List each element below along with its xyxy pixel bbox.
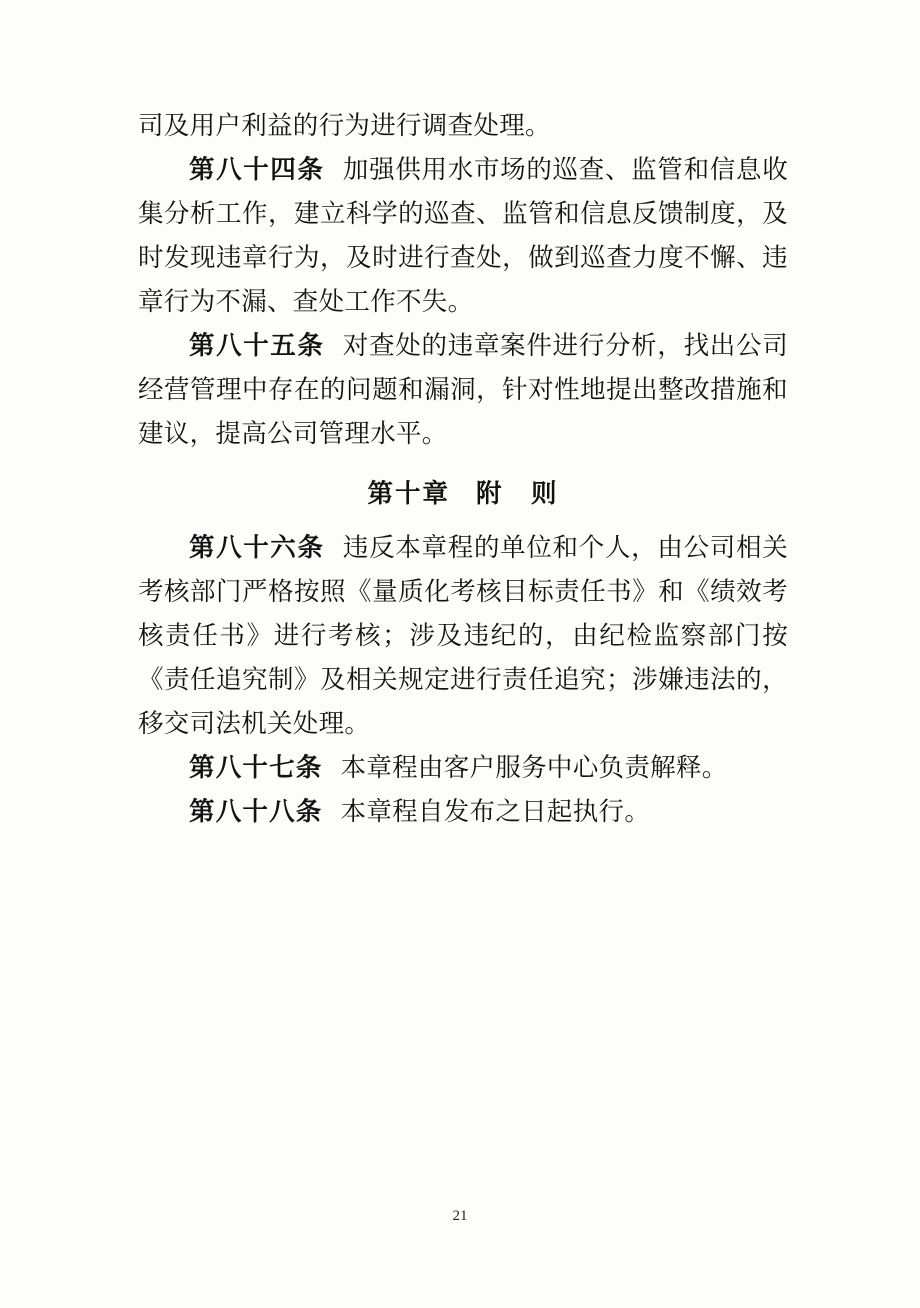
paragraph-continuation [138,104,788,148]
chapter-heading [138,472,788,516]
article-87-label: 第八十七条 [189,753,323,783]
article-88-label: 第八十八条 [189,797,323,827]
article-87 [138,746,788,790]
article-84-text: 加强供用水市场的巡查、监管和信息收集分析工作，建立科学的巡查、监管和信息反馈制度，及时发现违章行为，及时进行查处，做到巡查力度不懈、违章行为不漏、查处工作不失。 [138,155,788,317]
page-content [138,104,788,834]
article-85-label: 第八十五条 [189,331,325,361]
article-88 [138,790,788,834]
article-87-text: 本章程由客户服务中心负责解释。 [340,753,728,783]
chapter-title: 附 则 [476,479,559,509]
article-88-text: 本章程自发布之日起执行。 [340,797,651,827]
article-86 [138,526,788,746]
article-86-text: 违反本章程的单位和个人，由公司相关考核部门严格按照《量质化考核目标责任书》和《绩效考核责任书》进行考核；涉及违纪的，由纪检监察部门按《责任追究制》及相关规定进行责任追究；涉嫌违法的，移交司法机关处理。 [138,533,788,739]
page-number: 21 [452,1208,468,1224]
chapter-number: 第十章 [367,479,450,509]
article-84 [138,148,788,324]
paragraph-text: 司及用户利益的行为进行调查处理。 [138,111,551,141]
article-85-text: 对查处的违章案件进行分析，找出公司经营管理中存在的问题和漏洞，针对性地提出整改措施和建议，提高公司管理水平。 [138,331,788,449]
article-84-label: 第八十四条 [189,155,325,185]
article-85 [138,324,788,456]
article-86-label: 第八十六条 [189,533,325,563]
